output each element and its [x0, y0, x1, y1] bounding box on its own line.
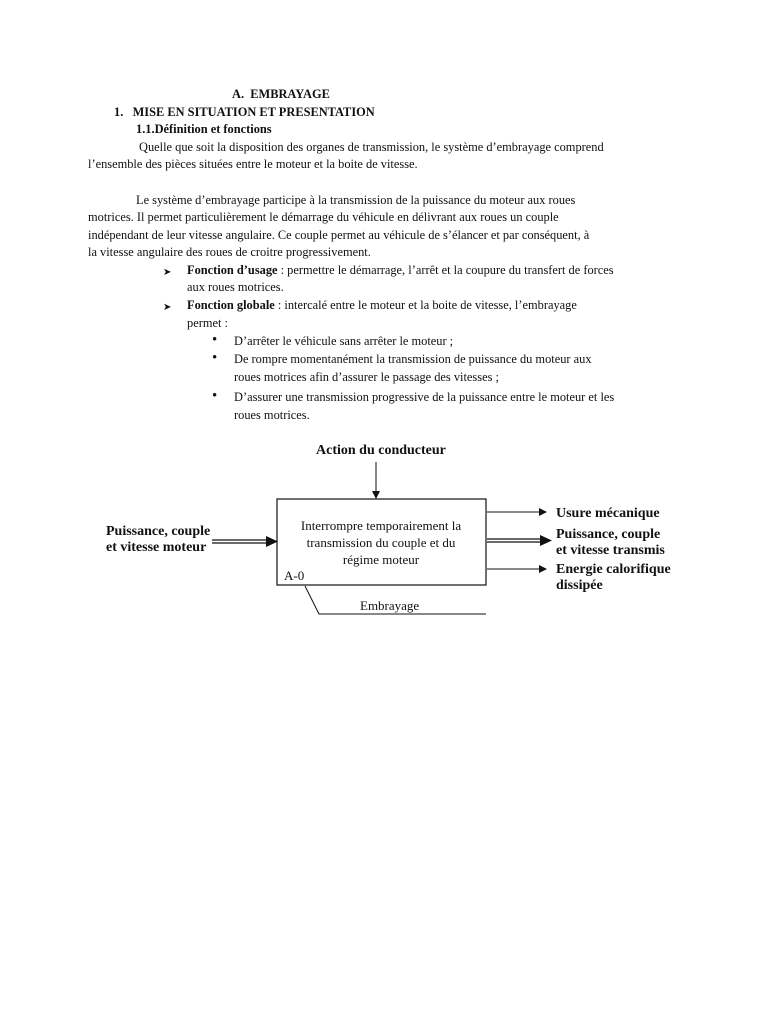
- bullet-dot-icon: •: [212, 388, 218, 404]
- bullet-2-line-2: roues motrices afin d’assurer le passage des vitesses ;: [234, 370, 499, 384]
- output-puissance-arrowhead: [540, 535, 552, 546]
- control-label: Action du conducteur: [316, 443, 446, 458]
- output-energie-label-line-1: Energie calorifique: [556, 562, 671, 577]
- chevron-bullet-icon: ➤: [163, 302, 172, 313]
- input-label-line-2: et vitesse moteur: [106, 540, 207, 555]
- fonction-usage-line-2: aux roues motrices.: [187, 280, 284, 294]
- bullet-1-line-1: D’arrêter le véhicule sans arrêter le moteur ;: [234, 334, 454, 348]
- fonction-usage-term: Fonction d’usage: [187, 263, 278, 277]
- section-a-title: EMBRAYAGE: [250, 87, 330, 101]
- box-text-line-1: Interrompre temporairement la: [300, 518, 462, 533]
- fonction-globale-term: Fonction globale: [187, 298, 275, 312]
- subsection-number: 1.1.: [136, 122, 155, 136]
- function-box-text: [277, 517, 485, 568]
- bullet-3-line-2: roues motrices.: [234, 408, 310, 422]
- input-label-line-1: Puissance, couple: [106, 524, 211, 539]
- fonction-globale-line-2: permet :: [187, 316, 228, 330]
- section-1-title: MISE EN SITUATION ET PRESENTATION: [132, 105, 375, 119]
- section-a-letter: A.: [232, 87, 245, 101]
- bullet-dot-icon: •: [212, 332, 218, 348]
- chevron-bullet-icon: ➤: [163, 267, 172, 278]
- box-text-line-2: transmission du couple et du: [306, 535, 456, 550]
- subsection-title: Définition et fonctions: [154, 122, 272, 136]
- output-usure-label: Usure mécanique: [556, 506, 660, 521]
- paragraph-2-line-4: la vitesse angulaire des roues de croitre progressivement.: [88, 245, 371, 259]
- paragraph-2-line-2: motrices. Il permet particulièrement le démarrage du véhicule en délivrant aux roues un couple: [88, 210, 559, 224]
- fonction-usage-text: : permettre le démarrage, l’arrêt et la coupure du transfert de forces: [277, 263, 614, 277]
- section-1-number: 1.: [114, 105, 124, 119]
- paragraph-2-line-1: Le système d’embrayage participe à la transmission de la puissance du moteur aux roues: [136, 193, 576, 207]
- fonction-globale-text: : intercalé entre le moteur et la boite de vitesse, l’embrayage: [274, 298, 577, 312]
- box-id: A-0: [284, 568, 305, 583]
- output-puissance-label-line-2: et vitesse transmis: [556, 543, 665, 558]
- box-text-line-3: régime moteur: [342, 552, 420, 567]
- output-energie-label-line-2: dissipée: [556, 578, 603, 593]
- bullet-3-line-1: D’assurer une transmission progressive de la puissance entre le moteur et les: [234, 390, 615, 404]
- bullet-2-line-1: De rompre momentanément la transmission de puissance du moteur aux: [234, 352, 592, 366]
- paragraph-1-line-2: l’ensemble des pièces situées entre le moteur et la boite de vitesse.: [88, 157, 418, 171]
- paragraph-2-line-3: indépendant de leur vitesse angulaire. Ce couple permet au véhicule de s’élancer et par conséquent, à: [88, 228, 590, 242]
- output-puissance-label-line-1: Puissance, couple: [556, 527, 661, 542]
- bullet-dot-icon: •: [212, 350, 218, 366]
- mechanism-label: Embrayage: [360, 598, 420, 613]
- paragraph-1-line-1: Quelle que soit la disposition des organes de transmission, le système d’embrayage comprend: [139, 140, 604, 154]
